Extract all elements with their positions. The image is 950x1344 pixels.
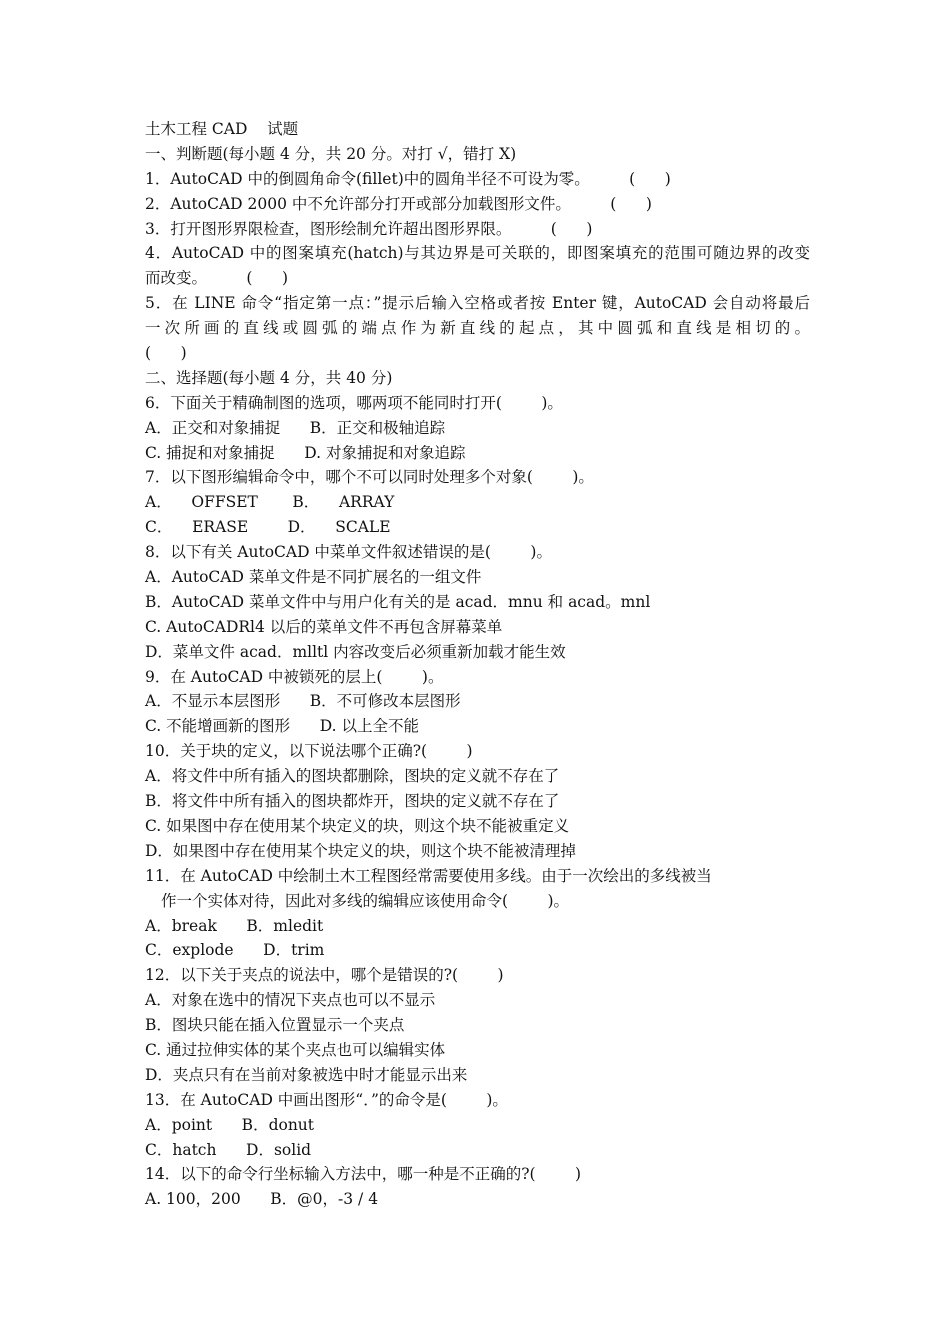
text-line: 3．打开图形界限检查，图形绘制允许超出图形界限。 ( ) — [145, 219, 593, 238]
text-line: C．hatch D．solid — [145, 1140, 312, 1159]
text-line: 12．以下关于夹点的说法中，哪个是错误的?( ) — [145, 966, 504, 985]
text-line: D．菜单文件 acad．mlltl 内容改变后必须重新加载才能生效 — [145, 642, 566, 661]
text-line: C. 通过拉伸实体的某个夹点也可以编辑实体 — [145, 1040, 446, 1059]
text-line: B．AutoCAD 菜单文件中与用户化有关的是 acad．mnu 和 acad。mnl — [145, 592, 651, 611]
text-line: C. 捕捉和对象捕捉 D. 对象捕捉和对象追踪 — [145, 443, 466, 462]
text-line: 一次所画的直线或圆弧的端点作为新直线的起点，其中圆弧和直线是相切的。 — [145, 319, 810, 338]
text-line: 13．在 AutoCAD 中画出图形“．”的命令是( )。 — [145, 1090, 508, 1109]
document-body — [145, 117, 810, 1212]
text-line: 二、选择题(每小题 4 分，共 40 分) — [145, 368, 393, 387]
text-line: C．explode D．trim — [145, 941, 325, 960]
text-line: ( ) — [145, 344, 187, 363]
text-line: A．对象在选中的情况下夹点也可以不显示 — [145, 991, 436, 1010]
text-line: B．将文件中所有插入的图块都炸开，图块的定义就不存在了 — [145, 792, 560, 811]
text-line: B．图块只能在插入位置显示一个夹点 — [145, 1016, 405, 1035]
text-line: 10．关于块的定义，以下说法哪个正确?( ) — [145, 742, 473, 761]
text-line: 2．AutoCAD 2000 中不允许部分打开或部分加载图形文件。 ( ) — [145, 194, 652, 213]
text-line: 而改变。 ( ) — [145, 269, 289, 288]
text-line: A．point B．donut — [145, 1115, 315, 1134]
text-line: 6．下面关于精确制图的选项，哪两项不能同时打开( )。 — [145, 393, 563, 412]
text-line: D．如果图中存在使用某个块定义的块，则这个块不能被清理掉 — [145, 841, 576, 860]
text-line: 一、判断题(每小题 4 分，共 20 分。对打 √，错打 X) — [145, 144, 517, 163]
text-line: 土木工程 CAD 试题 — [145, 120, 299, 138]
text-line: D．夹点只有在当前对象被选中时才能显示出来 — [145, 1065, 468, 1084]
text-line: 9．在 AutoCAD 中被锁死的层上( )。 — [145, 667, 444, 686]
text-line: C． ERASE D． SCALE — [145, 518, 391, 537]
text-line: 14．以下的命令行坐标输入方法中，哪一种是不正确的?( ) — [145, 1165, 582, 1184]
text-line: A． OFFSET B． ARRAY — [145, 493, 395, 512]
text-line: A．AutoCAD 菜单文件是不同扩展名的一组文件 — [145, 568, 482, 587]
text-line: 8．以下有关 AutoCAD 中菜单文件叙述错误的是( )。 — [145, 543, 552, 562]
text-line: C. 不能增画新的图形 D. 以上全不能 — [145, 717, 419, 736]
text-line: A．break B．mledit — [145, 916, 324, 935]
text-line: A．正交和对象捕捉 B．正交和极轴追踪 — [145, 418, 446, 437]
text-line: 4．AutoCAD 中的图案填充(hatch)与其边界是可关联的，即图案填充的范围可随边界的改变 — [145, 244, 810, 263]
text-line: A. 100，200 B．@0，-3 / 4 — [145, 1190, 379, 1209]
text-line: C. 如果图中存在使用某个块定义的块，则这个块不能被重定义 — [145, 816, 570, 835]
text-line: 作一个实体对待，因此对多线的编辑应该使用命令( )。 — [161, 891, 570, 910]
text-line: 11．在 AutoCAD 中绘制土木工程图经常需要使用多线。由于一次绘出的多线被当 — [145, 866, 712, 885]
text-line: C. AutoCADRl4 以后的菜单文件不再包含屏幕菜单 — [145, 617, 503, 636]
text-line: 7．以下图形编辑命令中，哪个不可以同时处理多个对象( )。 — [145, 468, 594, 487]
text-line: A．将文件中所有插入的图块都删除，图块的定义就不存在了 — [145, 767, 560, 786]
text-line: 1．AutoCAD 中的倒圆角命令(fillet)中的圆角半径不可设为零。 ( ) — [145, 169, 671, 188]
text-line: 5．在 LINE 命令“指定第一点：”提示后输入空格或者按 Enter 键，AutoCAD 会自动将最后 — [145, 294, 810, 313]
text-line: A．不显示本层图形 B．不可修改本层图形 — [145, 692, 461, 711]
